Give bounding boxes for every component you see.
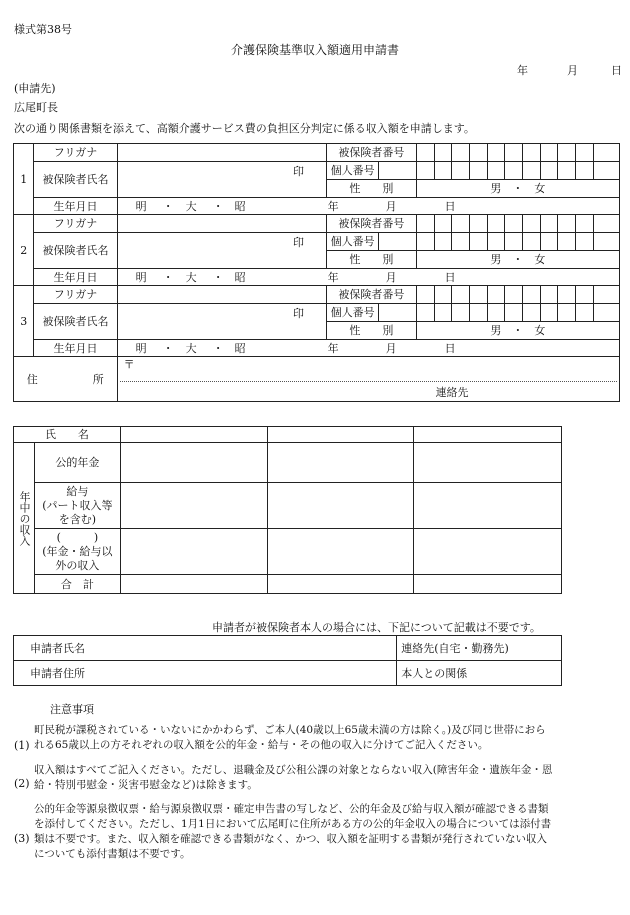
personal-number-digit[interactable] <box>487 162 505 180</box>
era-separator: ・ <box>212 199 224 213</box>
insured-persons-table <box>13 143 620 402</box>
birth-date-field[interactable] <box>117 269 619 286</box>
birth-day-label: 日 <box>444 270 456 284</box>
personal-number-digit[interactable] <box>576 304 594 322</box>
insured-number-digit[interactable] <box>469 144 487 162</box>
other-income-label-line: (年金・給与以 <box>42 544 113 558</box>
note-line: 町民税が課税されている・いないにかかわらず、ご本人(40歳以上65歳未満の方は除く。)及び同じ世帯におら <box>34 724 546 736</box>
form-title: 介護保険基準収入額適用申請書 <box>230 43 399 57</box>
total-label: 合 計 <box>34 575 120 594</box>
other-income-label-line: 外の収入 <box>55 558 100 572</box>
date-month-label: 月 <box>567 64 578 77</box>
personal-number-digit[interactable] <box>593 233 619 251</box>
era-meiji: 明 <box>135 270 147 284</box>
personal-number-digit[interactable] <box>505 304 523 322</box>
note-line: 公的年金等源泉徴収票・給与源泉徴収票・確定申告書の写しなど、公的年金及び給与収入額が確認できる書類 <box>34 803 549 815</box>
insured-number-digit[interactable] <box>469 286 487 304</box>
insured-number-digit[interactable] <box>558 144 576 162</box>
note-item <box>34 763 622 793</box>
sex-label: 性 別 <box>327 180 417 198</box>
form-number: 様式第38号 <box>14 23 72 36</box>
era-separator: ・ <box>162 199 174 213</box>
birth-date-field[interactable] <box>117 340 619 357</box>
note-line: を添付してください。ただし、1月1日において広尾町に住所がある方の公的年金収入の場合については添付書 <box>34 818 552 830</box>
addressee: 広尾町長 <box>14 101 58 114</box>
furigana-label: フリガナ <box>34 215 117 233</box>
note-line: 給・特別弔慰金・災害弔慰金など)は除きます。 <box>34 779 258 791</box>
insured-number-digit[interactable] <box>452 215 470 233</box>
personal-number-digit[interactable] <box>379 304 417 322</box>
birth-date-field[interactable] <box>117 198 619 215</box>
birth-month-label: 月 <box>385 199 397 213</box>
personal-number-digit[interactable] <box>523 233 541 251</box>
furigana-field[interactable] <box>117 144 326 162</box>
total-field[interactable] <box>120 575 267 594</box>
insured-number-label: 被保険者番号 <box>327 215 417 233</box>
personal-number-digit[interactable] <box>487 233 505 251</box>
personal-number-digit[interactable] <box>558 233 576 251</box>
era-taisho: 大 <box>185 270 197 284</box>
applicant-name-field[interactable] <box>14 636 397 661</box>
personal-number-label: 個人番号 <box>327 304 379 322</box>
insured-name-label: 被保険者氏名 <box>34 304 117 340</box>
applicant-notice: 申請者が被保険者本人の場合には、下記について記載は不要です。 <box>212 621 541 634</box>
date-year-label: 年 <box>517 64 528 77</box>
address-label: 住 所 <box>14 357 118 402</box>
insured-number-digit[interactable] <box>452 144 470 162</box>
birth-date-label: 生年月日 <box>34 198 117 215</box>
insured-name-label: 被保険者氏名 <box>34 233 117 269</box>
personal-number-digit[interactable] <box>434 233 452 251</box>
insured-name-field[interactable] <box>117 233 326 269</box>
row-number: 3 <box>14 286 34 357</box>
sex-label: 性 別 <box>327 251 417 269</box>
birth-day-label: 日 <box>444 341 456 355</box>
personal-number-digit[interactable] <box>434 304 452 322</box>
personal-number-digit[interactable] <box>452 304 470 322</box>
address-divider <box>120 381 617 382</box>
applicant-relation-label: 本人との関係 <box>401 666 468 680</box>
era-showa: 昭 <box>234 199 246 213</box>
public-pension-field[interactable] <box>267 443 414 483</box>
seal-mark: 印 <box>293 307 305 320</box>
insured-number-digit[interactable] <box>523 144 541 162</box>
insured-number-digit[interactable] <box>593 215 619 233</box>
insured-number-digit[interactable] <box>452 286 470 304</box>
note-number: (1) <box>14 739 30 752</box>
postal-mark: 〒 <box>123 358 135 371</box>
furigana-label: フリガナ <box>34 144 117 162</box>
birth-month-label: 月 <box>385 341 397 355</box>
insured-name-field[interactable] <box>117 304 326 340</box>
salary-field[interactable] <box>267 483 414 529</box>
insured-number-digit[interactable] <box>505 144 523 162</box>
note-item <box>34 802 622 862</box>
era-separator: ・ <box>212 270 224 284</box>
notes-heading: 注意事項 <box>50 703 94 716</box>
birth-date-label: 生年月日 <box>34 340 117 357</box>
other-income-field[interactable] <box>267 529 414 575</box>
insured-number-digit[interactable] <box>416 144 434 162</box>
personal-number-digit[interactable] <box>452 162 470 180</box>
other-income-label <box>34 529 120 575</box>
annual-income-text: 年中の収入 <box>18 490 32 546</box>
personal-number-digit[interactable] <box>558 162 576 180</box>
applicant-table <box>13 635 562 686</box>
insured-number-digit[interactable] <box>487 215 505 233</box>
insured-number-digit[interactable] <box>593 286 619 304</box>
sex-options[interactable]: 男 ・ 女 <box>416 251 619 269</box>
public-pension-label: 公的年金 <box>34 443 120 483</box>
note-line: 収入額はすべてご記入ください。ただし、退職金及び公租公課の対象とならない収入(障害年金・遺族年金・恩 <box>34 764 553 776</box>
personal-number-label: 個人番号 <box>327 162 379 180</box>
personal-number-digit[interactable] <box>540 233 558 251</box>
personal-number-digit[interactable] <box>379 233 417 251</box>
salary-label-line: 給与 <box>66 484 89 498</box>
applicant-address-label: 申請者住所 <box>30 666 85 680</box>
sex-options[interactable]: 男 ・ 女 <box>416 322 619 340</box>
personal-number-digit[interactable] <box>593 162 619 180</box>
insured-number-label: 被保険者番号 <box>327 286 417 304</box>
sex-label: 性 別 <box>327 322 417 340</box>
personal-number-digit[interactable] <box>576 233 594 251</box>
personal-number-digit[interactable] <box>452 233 470 251</box>
income-name-field[interactable] <box>267 427 414 443</box>
income-name-header: 氏 名 <box>14 427 121 443</box>
personal-number-digit[interactable] <box>505 162 523 180</box>
era-separator: ・ <box>162 270 174 284</box>
salary-label-line: (パート収入等 <box>42 498 113 512</box>
public-pension-field[interactable] <box>120 443 267 483</box>
personal-number-digit[interactable] <box>505 233 523 251</box>
birth-month-label: 月 <box>385 270 397 284</box>
note-line: 類は不要です。また、収入額を確認できる書類がなく、かつ、収入額を証明する書類が発行されていない収入 <box>34 833 548 845</box>
sex-options[interactable]: 男 ・ 女 <box>416 180 619 198</box>
personal-number-digit[interactable] <box>469 233 487 251</box>
note-item <box>34 723 622 753</box>
public-pension-field[interactable] <box>414 443 562 483</box>
insured-number-digit[interactable] <box>540 215 558 233</box>
insured-number-digit[interactable] <box>576 286 594 304</box>
insured-name-label: 被保険者氏名 <box>34 162 117 198</box>
annual-income-side-label <box>14 443 35 594</box>
birth-day-label: 日 <box>444 199 456 213</box>
personal-number-digit[interactable] <box>469 162 487 180</box>
insured-number-digit[interactable] <box>523 286 541 304</box>
insured-number-digit[interactable] <box>540 144 558 162</box>
applicant-contact-field[interactable] <box>397 636 562 661</box>
date-day-label: 日 <box>611 64 622 77</box>
addressee-label: (申請先) <box>14 82 56 95</box>
contact-label: 連絡先 <box>435 386 469 399</box>
address-field[interactable] <box>117 357 619 402</box>
era-meiji: 明 <box>135 199 147 213</box>
personal-number-digit[interactable] <box>540 304 558 322</box>
row-number: 1 <box>14 144 34 215</box>
insured-number-digit[interactable] <box>558 286 576 304</box>
personal-number-label: 個人番号 <box>327 233 379 251</box>
note-number: (3) <box>14 832 30 845</box>
insured-number-digit[interactable] <box>416 215 434 233</box>
insured-number-digit[interactable] <box>505 286 523 304</box>
personal-number-digit[interactable] <box>416 233 434 251</box>
intro-text: 次の通り関係書類を添えて、高額介護サービス費の負担区分判定に係る収入額を申請します。 <box>14 122 475 135</box>
row-number: 2 <box>14 215 34 286</box>
applicant-name-label: 申請者氏名 <box>30 641 85 655</box>
insured-number-digit[interactable] <box>434 286 452 304</box>
era-taisho: 大 <box>185 341 197 355</box>
total-field[interactable] <box>414 575 562 594</box>
personal-number-digit[interactable] <box>487 304 505 322</box>
insured-number-digit[interactable] <box>576 215 594 233</box>
birth-year-label: 年 <box>327 199 339 213</box>
other-income-field[interactable] <box>414 529 562 575</box>
applicant-address-field[interactable] <box>14 661 397 686</box>
era-separator: ・ <box>212 341 224 355</box>
insured-number-digit[interactable] <box>540 286 558 304</box>
personal-number-digit[interactable] <box>416 304 434 322</box>
birth-date-label: 生年月日 <box>34 269 117 286</box>
seal-mark: 印 <box>293 165 305 178</box>
insured-number-digit[interactable] <box>576 144 594 162</box>
note-number: (2) <box>14 777 30 790</box>
personal-number-digit[interactable] <box>379 162 417 180</box>
insured-number-digit[interactable] <box>434 144 452 162</box>
note-line: れる65歳以上の方それぞれの収入額を公的年金・給与・その他の収入に分けてご記入ください。 <box>34 739 489 751</box>
personal-number-digit[interactable] <box>434 162 452 180</box>
furigana-field[interactable] <box>117 215 326 233</box>
insured-number-digit[interactable] <box>487 286 505 304</box>
note-line: についても添付書類は不要です。 <box>34 848 191 860</box>
insured-number-digit[interactable] <box>505 215 523 233</box>
era-showa: 昭 <box>234 270 246 284</box>
birth-year-label: 年 <box>327 270 339 284</box>
other-income-field[interactable] <box>120 529 267 575</box>
other-income-label-line: ( ) <box>56 530 99 544</box>
salary-field[interactable] <box>414 483 562 529</box>
insured-number-digit[interactable] <box>487 144 505 162</box>
insured-number-digit[interactable] <box>434 215 452 233</box>
insured-number-digit[interactable] <box>593 144 619 162</box>
income-name-field[interactable] <box>120 427 267 443</box>
era-separator: ・ <box>162 341 174 355</box>
era-meiji: 明 <box>135 341 147 355</box>
salary-field[interactable] <box>120 483 267 529</box>
insured-number-digit[interactable] <box>558 215 576 233</box>
applicant-contact-label: 連絡先(自宅・勤務先) <box>401 641 509 655</box>
personal-number-digit[interactable] <box>576 162 594 180</box>
birth-year-label: 年 <box>327 341 339 355</box>
insured-number-label: 被保険者番号 <box>327 144 417 162</box>
salary-label-line: を含む) <box>58 512 97 526</box>
applicant-relation-field[interactable] <box>397 661 562 686</box>
era-taisho: 大 <box>185 199 197 213</box>
era-showa: 昭 <box>234 341 246 355</box>
personal-number-digit[interactable] <box>593 304 619 322</box>
total-field[interactable] <box>267 575 414 594</box>
furigana-field[interactable] <box>117 286 326 304</box>
insured-number-digit[interactable] <box>469 215 487 233</box>
salary-label <box>34 483 120 529</box>
personal-number-digit[interactable] <box>416 162 434 180</box>
personal-number-digit[interactable] <box>523 304 541 322</box>
personal-number-digit[interactable] <box>540 162 558 180</box>
seal-mark: 印 <box>293 236 305 249</box>
personal-number-digit[interactable] <box>469 304 487 322</box>
personal-number-digit[interactable] <box>523 162 541 180</box>
personal-number-digit[interactable] <box>558 304 576 322</box>
income-table <box>13 426 562 594</box>
insured-name-field[interactable] <box>117 162 326 198</box>
insured-number-digit[interactable] <box>523 215 541 233</box>
furigana-label: フリガナ <box>34 286 117 304</box>
income-name-field[interactable] <box>414 427 562 443</box>
insured-number-digit[interactable] <box>416 286 434 304</box>
